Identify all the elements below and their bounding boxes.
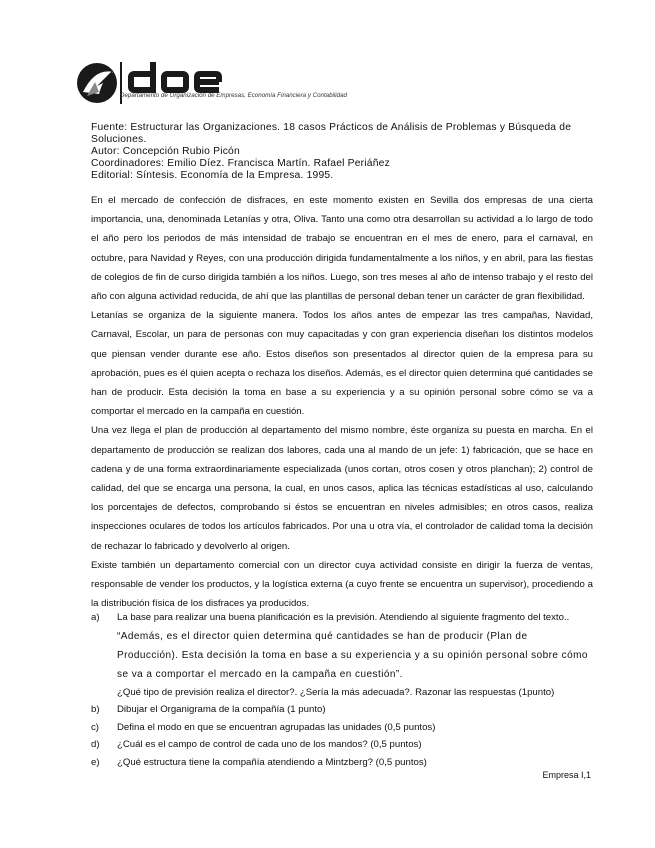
question-label: a)	[91, 612, 100, 623]
paragraph: En el mercado de confección de disfraces, en este momento existen en Sevilla dos empresas de una cierta importancia, una, denominada Letanías y otra, Oliva. Tanto una como otra desarrollan su actividad a lo largo de todo el año pero los periodos de más intensidad de trabajo se encuentran en el mes de enero, para el carnaval, en octubre, para Navidad y Reyes, con una producción dirigida fundamentalmente a los niños, y en abril, para las fiestas de colegios de fin de curso dirigida también a los niños. Luego, son tres meses al año de intenso trabajo y el resto del año con alguna actividad reducida, de ahí que las plantillas de personal deban tener un carácter de gran flexibilidad.	[91, 195, 593, 303]
question-text: ¿Qué estructura tiene la compañía atendiendo a Mintzberg? (0,5 puntos)	[117, 756, 427, 768]
question-b	[91, 701, 591, 719]
question-label: e)	[91, 756, 100, 768]
department-name: Departamento de Organización de Empresas, Economía Financiera y Contabilidad	[120, 92, 347, 99]
question-label: b)	[91, 704, 100, 715]
question-text: La base para realizar una buena planificación es la previsión. Atendiendo al siguiente fragmento del texto..	[117, 612, 570, 623]
source-editorial: Editorial: Síntesis. Economía de la Empresa. 1995.	[91, 170, 334, 181]
question-label: c)	[91, 721, 99, 733]
page-footer: Empresa I,1	[542, 770, 591, 780]
source-author: Autor: Concepción Rubio Picón	[91, 146, 240, 157]
paragraph: Una vez llega el plan de producción al departamento del mismo nombre, éste organiza su puesta en marcha. En el departamento de producción se realizan dos labores, cada una al mando de un jefe: 1) fabricación, que se hace en cadena y de una forma extraordinariamente especializada (unos cortan, otros cosen y otros planchan); 2) control de calidad, del que se encarga una persona, la cual, en unos casos, aplica las técnicas estadísticas al uso, calculando los porcentajes de defectos, comprobando si éstos se encuentran en niveles admisibles; en otros casos, realiza inspecciones oculares de todos los artículos fabricados. Por una u otra vía, el controlador de calidad toma la decisión de rechazar lo fabricado y devolverlo al origen.	[91, 425, 593, 552]
source-title: Fuente: Estructurar las Organizaciones. 18 casos Prácticos de Análisis de Problemas y Búsqueda de Soluciones.	[91, 122, 572, 145]
question-text: Dibujar el Organigrama de la compañía (1 punto)	[117, 704, 326, 715]
question-d	[91, 736, 591, 754]
department-logo	[73, 58, 393, 108]
question-quote: “Además, es el director quien determina qué cantidades se han de producir (Plan de Producción). Esta decisión la toma en base a su experiencia y a su opinión personal sobre cómo se va a comportar el mercado en la campaña en cuestión”.	[117, 630, 588, 680]
case-text	[91, 191, 593, 613]
question-c	[91, 719, 591, 737]
question-ask: ¿Qué tipo de previsión realiza el director?. ¿Sería la más adecuada?. Razonar las respuestas (1punto)	[117, 686, 555, 698]
paragraph: Existe también un departamento comercial con un director cuya actividad consiste en dirigir la fuerza de ventas, responsable de vender los productos, y la logística externa (a cuyo frente se encuentra un supervisor), procediendo a la distribución física de los disfraces ya producidos.	[91, 559, 593, 610]
source-coordinators: Coordinadores: Emilio Díez. Francisca Martín. Rafael Periáñez	[91, 158, 390, 169]
question-text: ¿Cuál es el campo de control de cada uno de los mandos? (0,5 puntos)	[117, 739, 422, 750]
question-text: Defina el modo en que se encuentran agrupadas las unidades (0,5 puntos)	[117, 721, 436, 733]
source-info	[91, 122, 591, 182]
question-a	[91, 609, 591, 701]
question-list	[91, 609, 591, 771]
question-e	[91, 754, 591, 772]
question-label: d)	[91, 739, 100, 750]
paragraph: Letanías se organiza de la siguiente manera. Todos los años antes de empezar las tres campañas, Navidad, Carnaval, Escolar, un para de personas con muy capacitadas y con gran experiencia diseñan los distintos modelos que piensan vender durante ese año. Estos diseños son presentados al director quien de la empresa para su aprobación, pues es él quien acepta o rechaza los diseños. Además, es el director quien determina qué cantidades se han de producir. Esta decisión la toma en base a su experiencia y a su opinión personal sobre cómo se va a comportar el mercado en la campaña en cuestión.	[91, 310, 593, 418]
